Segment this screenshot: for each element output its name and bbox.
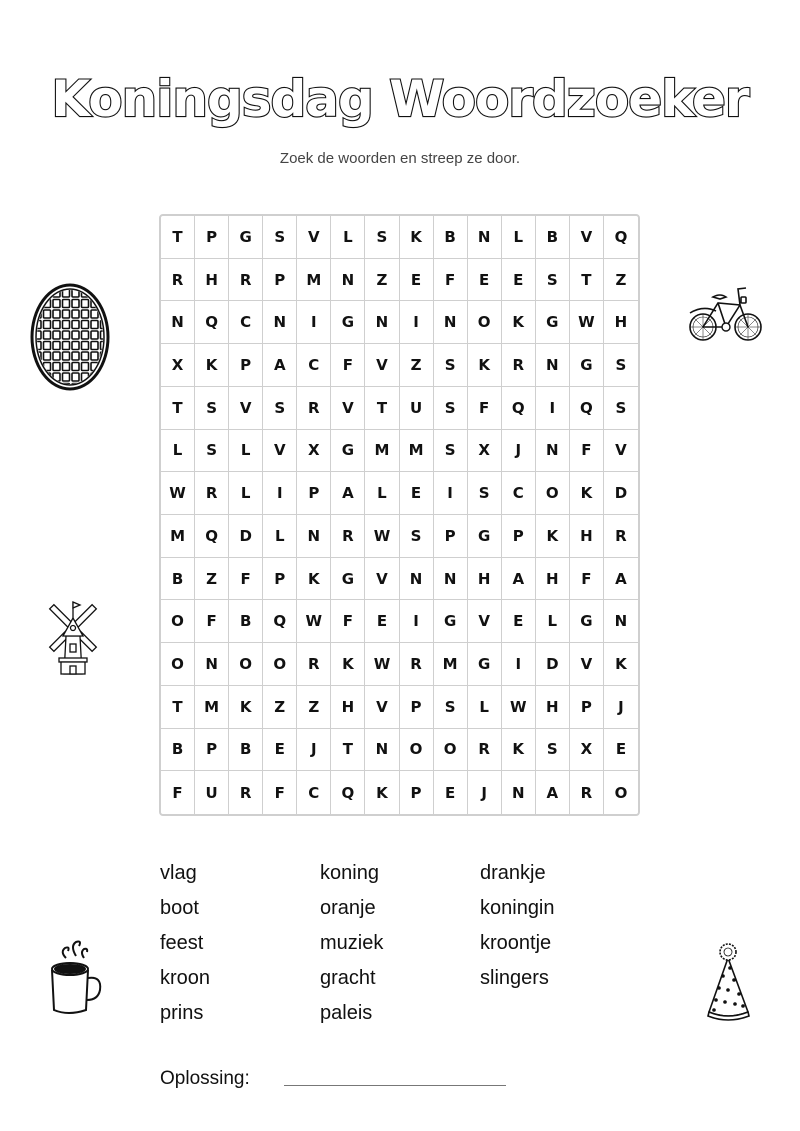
grid-cell[interactable]: H xyxy=(468,558,502,601)
grid-cell[interactable]: E xyxy=(502,600,536,643)
grid-cell[interactable]: E xyxy=(468,259,502,302)
grid-cell[interactable]: K xyxy=(331,643,365,686)
bicycle-icon xyxy=(688,283,763,345)
grid-cell[interactable]: I xyxy=(502,643,536,686)
grid-cell[interactable]: V xyxy=(365,558,399,601)
grid-cell[interactable]: O xyxy=(263,643,297,686)
grid-cell[interactable]: N xyxy=(161,301,195,344)
grid-cell[interactable]: M xyxy=(434,643,468,686)
grid-cell[interactable]: Q xyxy=(502,387,536,430)
grid-cell[interactable]: N xyxy=(263,301,297,344)
word-list-item[interactable]: paleis xyxy=(320,1002,373,1024)
grid-cell[interactable]: I xyxy=(434,472,468,515)
grid-cell[interactable]: W xyxy=(570,301,604,344)
grid-cell[interactable]: J xyxy=(604,686,638,729)
grid-cell[interactable]: I xyxy=(400,600,434,643)
grid-cell[interactable]: A xyxy=(536,771,570,814)
grid-cell[interactable]: M xyxy=(297,259,331,302)
grid-cell[interactable]: H xyxy=(536,558,570,601)
grid-cell[interactable]: P xyxy=(263,259,297,302)
grid-cell[interactable]: P xyxy=(263,558,297,601)
grid-cell[interactable]: O xyxy=(400,729,434,772)
grid-cell[interactable]: N xyxy=(604,600,638,643)
grid-cell[interactable]: R xyxy=(400,643,434,686)
grid-cell[interactable]: F xyxy=(468,387,502,430)
grid-cell[interactable]: S xyxy=(604,344,638,387)
grid-cell[interactable]: R xyxy=(195,472,229,515)
grid-cell[interactable]: U xyxy=(195,771,229,814)
grid-cell[interactable]: Z xyxy=(297,686,331,729)
grid-cell[interactable]: F xyxy=(161,771,195,814)
word-list-item[interactable]: oranje xyxy=(320,897,376,919)
grid-cell[interactable]: G xyxy=(570,344,604,387)
grid-cell[interactable]: S xyxy=(434,686,468,729)
grid-cell[interactable]: F xyxy=(195,600,229,643)
grid-cell[interactable]: P xyxy=(434,515,468,558)
grid-cell[interactable]: R xyxy=(570,771,604,814)
grid-cell[interactable]: I xyxy=(536,387,570,430)
grid-cell[interactable]: X xyxy=(468,430,502,473)
grid-cell[interactable]: G xyxy=(331,301,365,344)
party-hat-icon xyxy=(703,940,753,1022)
grid-cell[interactable]: R xyxy=(604,515,638,558)
grid-cell[interactable]: L xyxy=(502,216,536,259)
grid-cell[interactable]: G xyxy=(468,515,502,558)
word-list-item[interactable]: gracht xyxy=(320,967,376,989)
grid-cell[interactable]: O xyxy=(536,472,570,515)
grid-cell[interactable]: F xyxy=(331,344,365,387)
grid-cell[interactable]: S xyxy=(536,259,570,302)
grid-cell[interactable]: Q xyxy=(195,515,229,558)
grid-cell[interactable]: P xyxy=(570,686,604,729)
grid-cell[interactable]: T xyxy=(161,686,195,729)
word-search-grid xyxy=(159,214,640,816)
grid-cell[interactable]: R xyxy=(161,259,195,302)
word-list-item[interactable]: muziek xyxy=(320,932,384,954)
grid-cell[interactable]: S xyxy=(434,430,468,473)
grid-cell[interactable]: Q xyxy=(263,600,297,643)
grid-cell[interactable]: F xyxy=(570,558,604,601)
grid-cell[interactable]: N xyxy=(536,344,570,387)
grid-cell[interactable]: W xyxy=(365,515,399,558)
grid-cell[interactable]: P xyxy=(400,771,434,814)
grid-cell[interactable]: V xyxy=(365,686,399,729)
grid-cell[interactable]: K xyxy=(229,686,263,729)
grid-cell[interactable]: A xyxy=(604,558,638,601)
grid-cell[interactable]: J xyxy=(502,430,536,473)
grid-cell[interactable]: W xyxy=(365,643,399,686)
grid-cell[interactable]: W xyxy=(161,472,195,515)
grid-cell[interactable]: G xyxy=(229,216,263,259)
grid-cell[interactable]: S xyxy=(536,729,570,772)
grid-cell[interactable]: G xyxy=(331,558,365,601)
grid-cell[interactable]: K xyxy=(570,472,604,515)
coffee-mug-icon xyxy=(46,936,106,1018)
grid-cell[interactable]: Q xyxy=(195,301,229,344)
grid-cell[interactable]: Z xyxy=(195,558,229,601)
grid-cell[interactable]: P xyxy=(400,686,434,729)
grid-cell[interactable]: X xyxy=(297,430,331,473)
grid-cell[interactable]: O xyxy=(468,301,502,344)
grid-cell[interactable]: H xyxy=(604,301,638,344)
grid-cell[interactable]: K xyxy=(400,216,434,259)
grid-cell[interactable]: P xyxy=(502,515,536,558)
grid-cell[interactable]: B xyxy=(161,558,195,601)
grid-cell[interactable]: V xyxy=(570,643,604,686)
grid-cell[interactable]: D xyxy=(604,472,638,515)
grid-cell[interactable]: T xyxy=(161,216,195,259)
grid-cell[interactable]: C xyxy=(229,301,263,344)
grid-cell[interactable]: N xyxy=(502,771,536,814)
grid-cell[interactable]: N xyxy=(468,216,502,259)
grid-cell[interactable]: L xyxy=(536,600,570,643)
solution-label: Oplossing: xyxy=(160,1068,250,1089)
word-list-item[interactable]: prins xyxy=(160,1002,204,1024)
word-list-item[interactable]: feest xyxy=(160,932,204,954)
grid-cell[interactable]: H xyxy=(195,259,229,302)
grid-cell[interactable]: D xyxy=(536,643,570,686)
grid-cell[interactable]: G xyxy=(434,600,468,643)
grid-cell[interactable]: Q xyxy=(604,216,638,259)
grid-cell[interactable]: S xyxy=(195,430,229,473)
grid-cell[interactable]: E xyxy=(400,259,434,302)
grid-cell[interactable]: B xyxy=(536,216,570,259)
grid-cell[interactable]: H xyxy=(570,515,604,558)
grid-cell[interactable]: C xyxy=(502,472,536,515)
grid-cell[interactable]: T xyxy=(365,387,399,430)
grid-cell[interactable]: Q xyxy=(331,771,365,814)
grid-cell[interactable]: F xyxy=(263,771,297,814)
grid-cell[interactable]: O xyxy=(434,729,468,772)
grid-cell[interactable]: S xyxy=(468,472,502,515)
grid-cell[interactable]: F xyxy=(229,558,263,601)
grid-cell[interactable]: K xyxy=(195,344,229,387)
grid-cell[interactable]: I xyxy=(297,301,331,344)
grid-cell[interactable]: L xyxy=(229,430,263,473)
grid-cell[interactable]: X xyxy=(161,344,195,387)
grid-cell[interactable]: G xyxy=(468,643,502,686)
grid-cell[interactable]: F xyxy=(570,430,604,473)
grid-cell[interactable]: M xyxy=(365,430,399,473)
grid-cell[interactable]: N xyxy=(434,301,468,344)
grid-cell[interactable]: G xyxy=(331,430,365,473)
grid-cell[interactable]: L xyxy=(365,472,399,515)
grid-cell[interactable]: A xyxy=(502,558,536,601)
grid-cell[interactable]: D xyxy=(229,515,263,558)
grid-cell[interactable]: K xyxy=(536,515,570,558)
windmill-icon xyxy=(45,596,101,678)
grid-cell[interactable]: S xyxy=(263,387,297,430)
grid-cell[interactable]: H xyxy=(331,686,365,729)
grid-cell[interactable]: J xyxy=(468,771,502,814)
page-title: Koningsdag Woordzoeker xyxy=(51,70,749,128)
grid-cell[interactable]: N xyxy=(400,558,434,601)
grid-cell[interactable]: P xyxy=(195,729,229,772)
grid-cell[interactable]: R xyxy=(331,515,365,558)
grid-cell[interactable]: N xyxy=(195,643,229,686)
grid-cell[interactable]: E xyxy=(604,729,638,772)
grid-cell[interactable]: N xyxy=(297,515,331,558)
grid-cell[interactable]: R xyxy=(297,387,331,430)
grid-cell[interactable]: K xyxy=(502,301,536,344)
grid-cell[interactable]: S xyxy=(365,216,399,259)
grid-cell[interactable]: O xyxy=(161,600,195,643)
grid-cell[interactable]: I xyxy=(263,472,297,515)
grid-cell[interactable]: K xyxy=(604,643,638,686)
grid-cell[interactable]: W xyxy=(502,686,536,729)
grid-cell[interactable]: S xyxy=(434,344,468,387)
grid-cell[interactable]: S xyxy=(400,515,434,558)
word-list-column xyxy=(320,858,480,1033)
grid-cell[interactable]: N xyxy=(536,430,570,473)
grid-cell[interactable]: V xyxy=(468,600,502,643)
grid-cell[interactable]: K xyxy=(365,771,399,814)
grid-cell[interactable]: V xyxy=(263,430,297,473)
grid-cell[interactable]: L xyxy=(229,472,263,515)
solution-answer-line[interactable] xyxy=(284,1085,506,1086)
grid-cell[interactable]: Z xyxy=(263,686,297,729)
grid-cell[interactable]: L xyxy=(331,216,365,259)
grid-cell[interactable]: O xyxy=(614,783,628,802)
grid-cell[interactable]: E xyxy=(434,771,468,814)
word-list-column xyxy=(160,858,320,1033)
grid-cell[interactable]: P xyxy=(297,472,331,515)
grid-cell[interactable]: S xyxy=(263,216,297,259)
grid-cell[interactable]: M xyxy=(161,515,195,558)
grid-cell[interactable]: Z xyxy=(400,344,434,387)
grid-cell[interactable]: G xyxy=(570,600,604,643)
grid-cell[interactable]: C xyxy=(297,344,331,387)
grid-cell[interactable]: T xyxy=(570,259,604,302)
grid-cell[interactable]: K xyxy=(468,344,502,387)
grid-cell[interactable]: J xyxy=(297,729,331,772)
word-list-item[interactable]: boot xyxy=(160,897,199,919)
grid-cell[interactable]: K xyxy=(502,729,536,772)
grid-cell[interactable]: E xyxy=(502,259,536,302)
grid-cell[interactable]: S xyxy=(434,387,468,430)
instructions: Zoek de woorden en streep ze door. xyxy=(279,150,521,167)
grid-cell[interactable]: V xyxy=(570,216,604,259)
grid-cell[interactable]: B xyxy=(229,600,263,643)
grid-cell[interactable]: T xyxy=(161,387,195,430)
grid-cell[interactable]: E xyxy=(365,600,399,643)
grid-cell[interactable]: A xyxy=(331,472,365,515)
grid-cell[interactable]: V xyxy=(331,387,365,430)
grid-cell[interactable]: R xyxy=(297,643,331,686)
grid-cell[interactable]: V xyxy=(365,344,399,387)
grid-cell[interactable]: M xyxy=(195,686,229,729)
grid-cell[interactable]: I xyxy=(400,301,434,344)
word-list-item[interactable]: vlag xyxy=(160,862,197,884)
grid-cell[interactable]: Q xyxy=(570,387,604,430)
solution-row xyxy=(160,1068,506,1090)
grid-cell[interactable]: V xyxy=(604,430,638,473)
grid-cell[interactable]: S xyxy=(604,387,638,430)
grid-cell[interactable]: S xyxy=(195,387,229,430)
grid-cell[interactable]: Z xyxy=(365,259,399,302)
word-list-item[interactable]: koning xyxy=(320,862,379,884)
grid-cell[interactable]: L xyxy=(161,430,195,473)
grid-cell[interactable]: X xyxy=(570,729,604,772)
grid-cell[interactable]: N xyxy=(365,729,399,772)
grid-cell[interactable]: V xyxy=(297,216,331,259)
grid-cell[interactable]: B xyxy=(229,729,263,772)
grid-cell[interactable]: L xyxy=(263,515,297,558)
grid-cell[interactable]: M xyxy=(400,430,434,473)
grid-cell[interactable]: H xyxy=(536,686,570,729)
word-list-column xyxy=(480,858,640,1033)
word-list-item[interactable]: kroontje xyxy=(480,932,552,954)
grid-cell[interactable]: K xyxy=(297,558,331,601)
grid-cell[interactable]: C xyxy=(297,771,331,814)
word-list-item[interactable]: koningin xyxy=(480,897,555,919)
grid-cell[interactable]: L xyxy=(468,686,502,729)
grid-cell[interactable]: F xyxy=(331,600,365,643)
grid-cell[interactable]: P xyxy=(195,216,229,259)
word-list-item[interactable]: kroon xyxy=(160,967,211,989)
grid-cell[interactable]: E xyxy=(263,729,297,772)
grid-cell[interactable]: W xyxy=(297,600,331,643)
grid-cell[interactable]: R xyxy=(229,259,263,302)
grid-cell[interactable]: P xyxy=(229,344,263,387)
grid-cell[interactable]: R xyxy=(468,729,502,772)
grid-cell[interactable]: O xyxy=(161,643,195,686)
grid-cell[interactable]: V xyxy=(229,387,263,430)
grid-cell[interactable]: A xyxy=(263,344,297,387)
grid-cell[interactable]: N xyxy=(331,259,365,302)
word-list-item[interactable]: drankje xyxy=(480,862,546,884)
grid-cell[interactable]: U xyxy=(400,387,434,430)
grid-cell[interactable]: N xyxy=(365,301,399,344)
grid-cell[interactable]: T xyxy=(331,729,365,772)
grid-cell[interactable]: G xyxy=(536,301,570,344)
grid-cell[interactable]: O xyxy=(229,643,263,686)
grid-cell[interactable]: E xyxy=(400,472,434,515)
grid-cell[interactable]: R xyxy=(502,344,536,387)
grid-cell[interactable]: R xyxy=(229,771,263,814)
grid-cell[interactable]: N xyxy=(434,558,468,601)
grid-cell[interactable]: F xyxy=(434,259,468,302)
grid-cell[interactable]: Z xyxy=(604,259,638,302)
word-list-item[interactable]: slingers xyxy=(480,967,549,989)
word-list xyxy=(160,858,640,1033)
grid-cell[interactable]: B xyxy=(434,216,468,259)
stroopwafel-icon xyxy=(30,283,110,391)
grid-cell[interactable]: B xyxy=(161,729,195,772)
